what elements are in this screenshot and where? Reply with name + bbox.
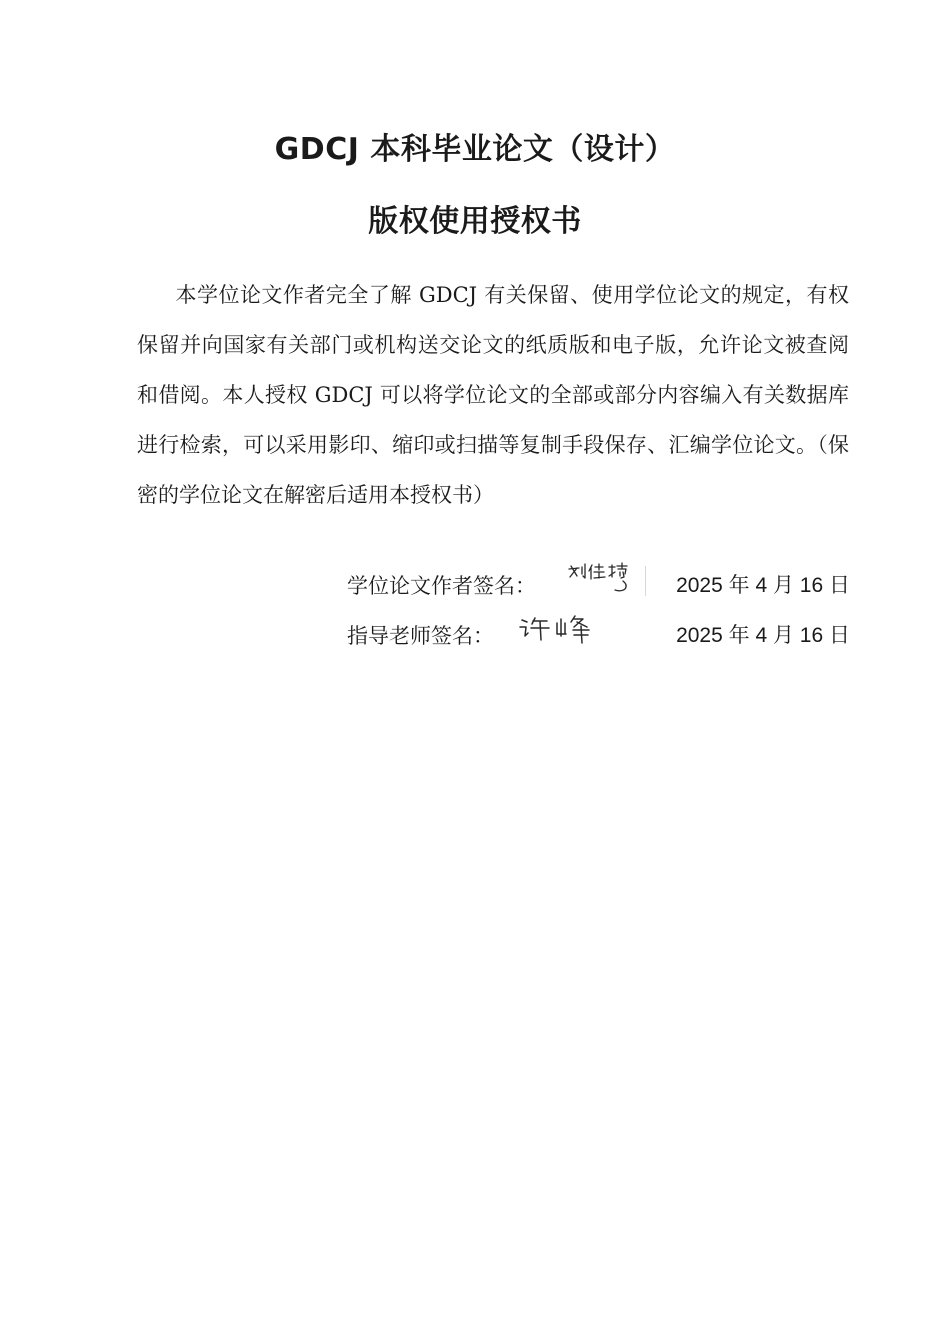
authorization-paragraph [137,270,849,520]
advisor-signature-label: 指导老师签名： [347,624,494,648]
authorization-text: 本学位论文作者完全了解 GDCJ 有关保留、使用学位论文的规定，有权保留并向国家有关部门或机构送交论文的纸质版和电子版，允许论文被查阅和借阅。本人授权 GDCJ 可以将学位论文的全部或部分内容编入有关数据库进行检索，可以采用影印、缩印或扫描等复制手段保存、汇编学位论文。（保密的学位论文在解密后适用本授权书） [137,283,849,507]
document-subtitle: 版权使用授权书 [368,204,582,239]
advisor-signature-date: 2025 年 4 月 16 日 [676,624,850,647]
document-title: GDCJ 本科毕业论文（设计） [274,132,676,167]
author-signature-label: 学位论文作者签名： [347,574,536,598]
author-signature-date: 2025 年 4 月 16 日 [676,574,850,597]
advisor-signature-row [347,616,850,656]
advisor-handwritten-signature [517,612,603,646]
signature-field-divider [645,566,646,596]
author-signature-row [347,566,850,606]
author-handwritten-signature [565,560,635,594]
